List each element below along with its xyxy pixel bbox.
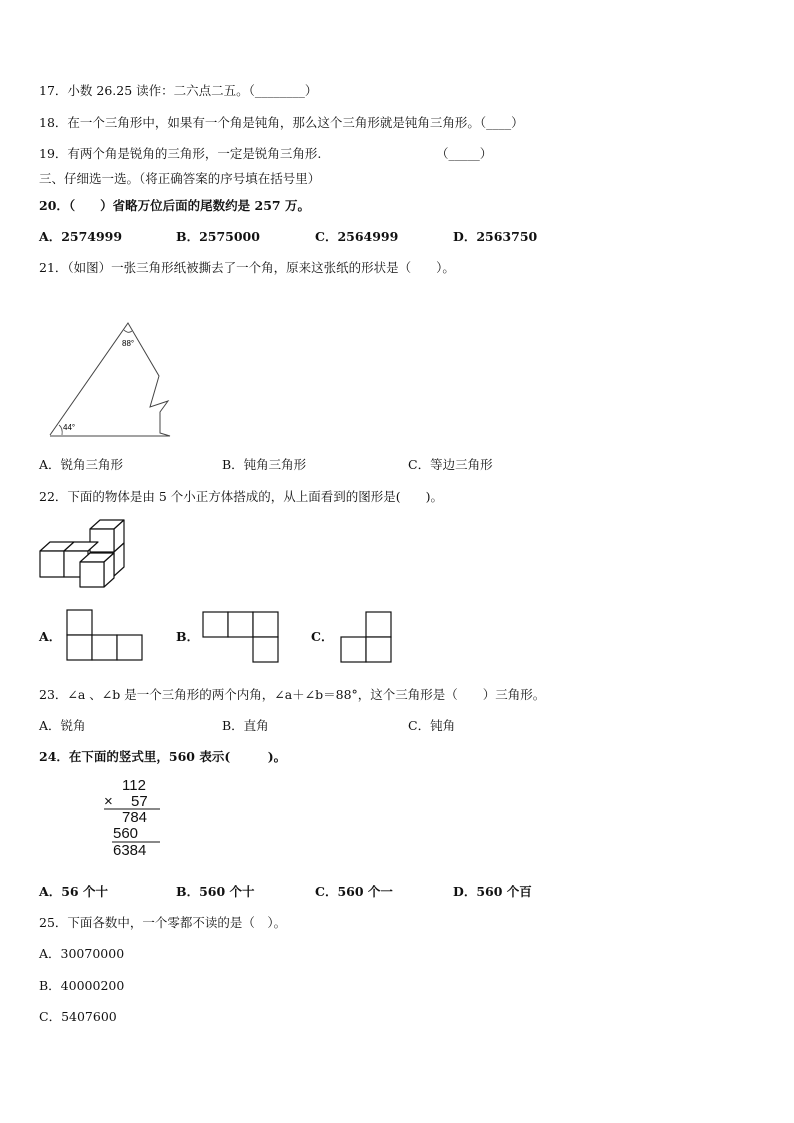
q25-option-a: A．30070000 <box>39 946 125 961</box>
question-24: 24．在下面的竖式里，560 表示( )。 <box>39 749 287 764</box>
q21-option-a: A．锐角三角形 <box>39 457 124 472</box>
section-3-heading: 三、仔细选一选。（将正确答案的序号填在括号里） <box>39 171 321 186</box>
q23-option-a: A．锐角 <box>39 718 86 733</box>
q24-option-d: D．560 个百 <box>453 884 532 899</box>
angle-44-label: 44° <box>63 423 76 432</box>
calc-partial-1: 784 <box>122 809 148 826</box>
q20-option-a: A．2574999 <box>39 229 123 244</box>
torn-triangle-figure <box>40 318 180 440</box>
q22-option-b-grid <box>202 611 280 665</box>
question-25: 25．下面各数中，一个零都不读的是（ ）。 <box>39 915 287 930</box>
q24-option-c: C．560 个一 <box>315 884 393 899</box>
vertical-multiplication <box>98 774 168 860</box>
q20-option-c: C．2564999 <box>315 229 399 244</box>
calc-times-sign: × <box>104 793 113 810</box>
q22-option-c: C． <box>311 629 334 644</box>
q23-option-c: C．钝角 <box>408 718 456 733</box>
question-19-blank: （_____） <box>436 146 493 161</box>
calc-partial-2: 560 <box>113 825 139 842</box>
angle-88-label: 88° <box>122 339 135 348</box>
question-21: 21．（如图）一张三角形纸被撕去了一个角，原来这张纸的形状是（ ）。 <box>39 260 455 275</box>
q23-option-b: B．直角 <box>222 718 269 733</box>
q24-option-a: A．56 个十 <box>39 884 108 899</box>
q21-option-b: B．钝角三角形 <box>222 457 307 472</box>
q20-option-d: D．2563750 <box>453 229 538 244</box>
question-22: 22．下面的物体是由 5 个小正方体搭成的，从上面看到的图形是( )。 <box>39 489 444 504</box>
calc-multiplier: 57 <box>131 793 148 810</box>
question-18: 18．在一个三角形中，如果有一个角是钝角，那么这个三角形就是钝角三角形。（____） <box>39 115 524 130</box>
question-17: 17．小数 26.25 读作：二六点二五。（________） <box>39 83 318 98</box>
question-20: 20．（ ）省略万位后面的尾数约是 257 万。 <box>39 198 310 213</box>
q24-option-b: B．560 个十 <box>176 884 255 899</box>
q22-option-b: B． <box>176 629 200 644</box>
calc-multiplicand: 112 <box>122 777 146 794</box>
q21-option-c: C．等边三角形 <box>408 457 493 472</box>
q22-option-a-grid <box>66 609 144 661</box>
q22-option-a: A． <box>39 629 62 644</box>
calc-product: 6384 <box>113 842 147 859</box>
cube-stack-figure <box>38 519 130 591</box>
q22-option-c-grid <box>340 611 394 665</box>
question-19: 19．有两个角是锐角的三角形，一定是锐角三角形. <box>39 146 322 161</box>
q25-option-b: B．40000200 <box>39 978 125 993</box>
q20-option-b: B．2575000 <box>176 229 260 244</box>
q25-option-c: C．5407600 <box>39 1009 117 1024</box>
question-23: 23．∠a 、∠b 是一个三角形的两个内角，∠a＋∠b＝88°，这个三角形是（ ）三角形。 <box>39 687 546 702</box>
